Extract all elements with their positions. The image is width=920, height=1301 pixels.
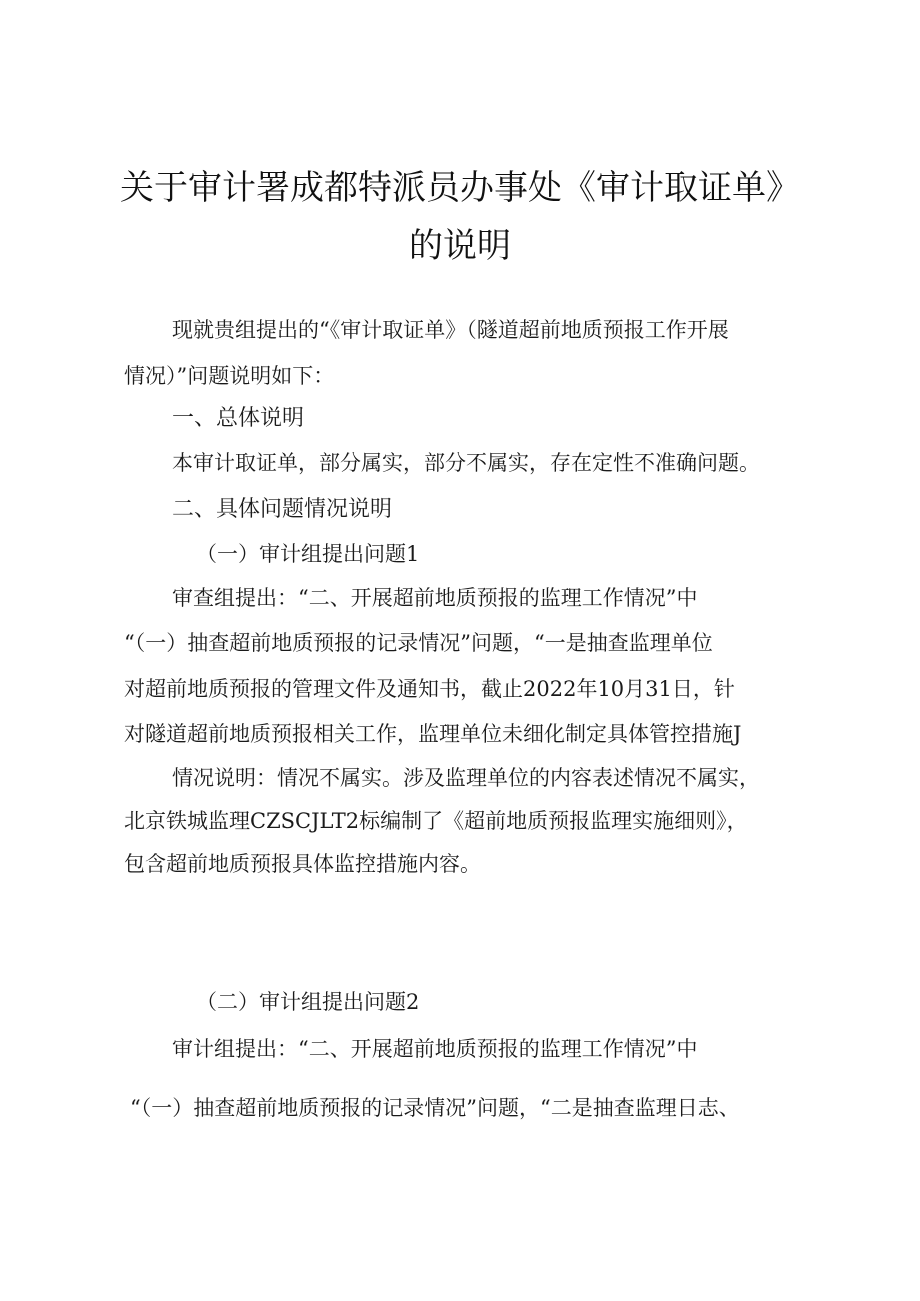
problem-2-line-1: 审计组提出：“二、开展超前地质预报的监理工作情况”中 (172, 1037, 698, 1061)
problem-1-line-2: “（一）抽查超前地质预报的记录情况”问题，“一是抽查监理单位 (124, 631, 713, 655)
intro-paragraph-line-1: 现就贵组提出的“《审计取证单》（隧道超前地质预报工作开展 (172, 318, 729, 342)
intro-paragraph-line-2: 情况）”问题说明如下： (124, 364, 335, 388)
problem-1-line-4: 对隧道超前地质预报相关工作，监理单位未细化制定具体管控措施J (124, 722, 742, 746)
section-heading-details: 二、具体问题情况说明 (172, 497, 393, 522)
document-title-line-1: 关于审计署成都特派员办事处《审计取证单》 (120, 168, 800, 208)
document-title-line-2: 的说明 (409, 226, 511, 266)
problem-2-line-2: “（一）抽查超前地质预报的记录情况”问题，“二是抽查监理日志、 (130, 1096, 740, 1120)
explanation-1-line-3: 包含超前地质预报具体监控措施内容。 (124, 852, 481, 876)
subsection-heading-problem-1: （一）审计组提出问题1 (196, 542, 420, 566)
overall-paragraph: 本审计取证单，部分属实，部分不属实，存在定性不准确问题。 (172, 451, 760, 475)
section-heading-overall: 一、总体说明 (172, 406, 305, 431)
subsection-heading-problem-2: （二）审计组提出问题2 (196, 990, 420, 1014)
explanation-1-line-2: 北京铁城监理CZSCJLT2标编制了《超前地质预报监理实施细则》， (124, 809, 748, 833)
problem-1-line-1: 审查组提出：“二、开展超前地质预报的监理工作情况”中 (172, 586, 698, 610)
problem-1-line-3: 对超前地质预报的管理文件及通知书，截止2022年10月31日，针 (124, 677, 735, 701)
explanation-1-line-1: 情况说明：情况不属实。涉及监理单位的内容表述情况不属实， (172, 766, 760, 790)
